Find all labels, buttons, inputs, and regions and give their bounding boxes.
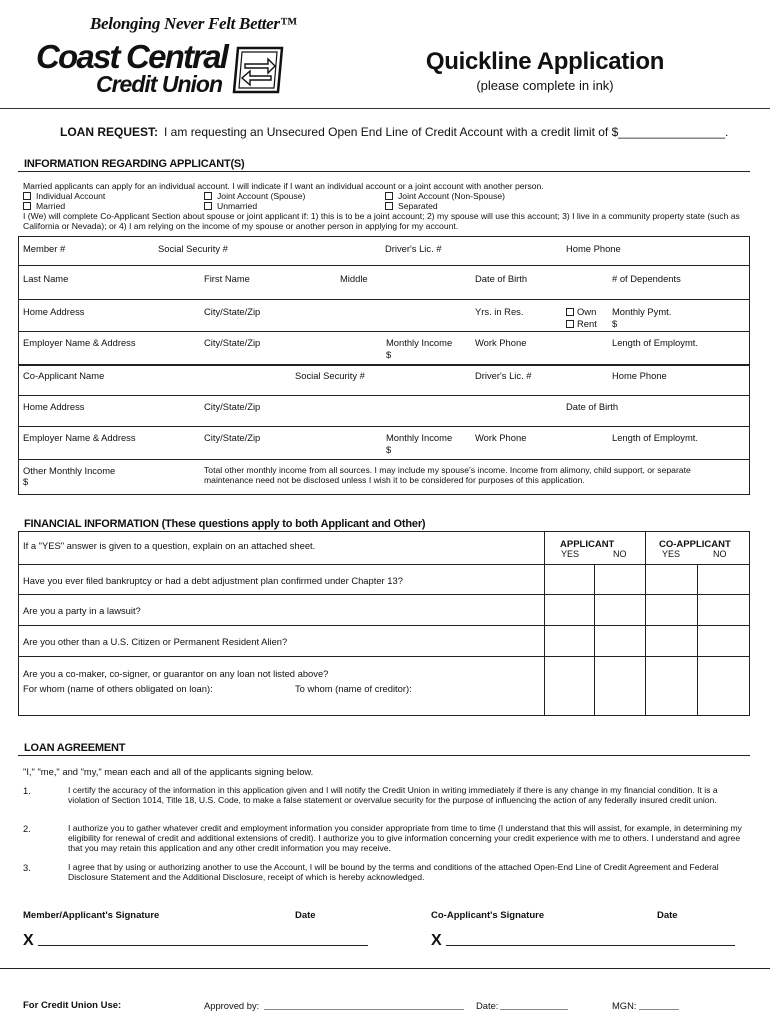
- intro-text: Married applicants can apply for an individual account. I will indicate if I want an individual account or a joint account with another person.: [23, 181, 544, 191]
- row-rule: [18, 625, 750, 626]
- first-name-field[interactable]: First Name: [204, 273, 250, 284]
- member-number-field[interactable]: Member #: [23, 243, 66, 254]
- home-address-field[interactable]: Home Address: [23, 306, 85, 317]
- question-bankruptcy: Have you ever filed bankruptcy or had a debt adjustment plan confirmed under Chapter 13?: [23, 575, 403, 586]
- coapp-column-header: CO-APPLICANT: [659, 539, 731, 550]
- dob-field[interactable]: Date of Birth: [475, 273, 528, 284]
- col-rule: [645, 531, 646, 716]
- loan-request-label: LOAN REQUEST:: [60, 125, 159, 139]
- dollar-sign: $: [386, 444, 392, 455]
- checkbox[interactable]: [566, 320, 574, 328]
- employer-field[interactable]: Employer Name & Address: [23, 337, 136, 348]
- col-rule: [544, 531, 545, 716]
- coapp-signature-line[interactable]: [446, 945, 735, 946]
- drivers-lic-field[interactable]: Driver's Lic. #: [385, 243, 442, 254]
- clause-number: 2.: [23, 823, 31, 834]
- coapp-employer-city-field[interactable]: City/State/Zip: [204, 432, 261, 443]
- coapp-yes-header: YES: [662, 549, 681, 559]
- coapp-signature-label: Co-Applicant's Signature: [431, 910, 545, 921]
- row-rule: [18, 331, 750, 332]
- clause-number: 1.: [23, 785, 31, 796]
- clause-number: 3.: [23, 862, 31, 873]
- opt-separated[interactable]: Separated: [385, 201, 438, 211]
- row-rule: [18, 459, 750, 460]
- work-phone-field[interactable]: Work Phone: [475, 337, 527, 348]
- opt-married[interactable]: Married: [23, 201, 65, 211]
- row-rule: [18, 594, 750, 595]
- explain-note: If a "YES" answer is given to a question, explain on an attached sheet.: [23, 540, 316, 551]
- logo-subname: Credit Union: [96, 71, 222, 97]
- opt-unmarried[interactable]: Unmarried: [204, 201, 257, 211]
- member-signature-line[interactable]: [38, 945, 368, 946]
- opt-individual[interactable]: Individual Account: [23, 191, 105, 201]
- checkbox[interactable]: [385, 192, 393, 200]
- slogan: Belonging Never Felt Better™: [90, 14, 297, 33]
- cu-use-label: For Credit Union Use:: [23, 1000, 122, 1011]
- clause-2: I authorize you to gather whatever credit and employment information you consider appropriate from time to time (I understand that this will assist, for example, in determining my eligibility for renewal of credit and additional extensions of credit). I authorize you to give information concerning your credit experience with me to others. I understand and agree that you may retain this application and any other credit information you may receive.: [68, 823, 742, 853]
- exchange-arrows-icon: [230, 44, 286, 96]
- coapp-work-phone-field[interactable]: Work Phone: [475, 432, 527, 443]
- coapp-ssn-field[interactable]: Social Security #: [295, 370, 365, 381]
- applicant-no-header: NO: [613, 549, 627, 559]
- clause-1: I certify the accuracy of the information in this application given and I will notify the Credit Union in writing immediately if there is any change in my financial condition. It is a violation of Section 1014, Title 18, U.S. Code, to make a false statement or overvalue security for the purpose of influencing the action of any federally insured credit union.: [68, 785, 718, 805]
- applicant-column-header: APPLICANT: [560, 539, 615, 550]
- length-employment-field[interactable]: Length of Employmt.: [612, 337, 698, 348]
- coapp-length-employment-field[interactable]: Length of Employmt.: [612, 432, 698, 443]
- checkbox[interactable]: [23, 202, 31, 210]
- approved-by-label: Approved by:: [204, 1000, 260, 1011]
- footer-date-line[interactable]: [500, 1009, 568, 1010]
- member-signature-mark: X: [23, 932, 34, 949]
- cosigner-for-whom-field[interactable]: For whom (name of others obligated on loan):: [23, 683, 213, 694]
- header-rule: [0, 108, 770, 109]
- mgn-label: MGN:: [612, 1000, 637, 1011]
- coapp-monthly-income-field[interactable]: Monthly Income: [386, 432, 453, 443]
- coapp-employer-field[interactable]: Employer Name & Address: [23, 432, 136, 443]
- coapp-name-field[interactable]: Co-Applicant Name: [23, 370, 105, 381]
- checkbox[interactable]: [204, 202, 212, 210]
- last-name-field[interactable]: Last Name: [23, 273, 69, 284]
- applicant-section-title: INFORMATION REGARDING APPLICANT(S): [24, 158, 245, 170]
- other-income-field[interactable]: Other Monthly Income: [23, 465, 116, 476]
- clause-3: I agree that by using or authorizing another to use the Account, I will be bound by the terms and conditions of the attached Open-End Line of Credit Agreement and Federal Disclosure Statement and the Additional Disclosure, receipt of which is hereby acknowledged.: [68, 862, 719, 882]
- coapp-city-field[interactable]: City/State/Zip: [204, 401, 261, 412]
- question-citizen: Are you other than a U.S. Citizen or Permanent Resident Alien?: [23, 636, 288, 647]
- row-rule: [18, 265, 750, 266]
- row-rule: [18, 564, 750, 565]
- city-state-zip-field[interactable]: City/State/Zip: [204, 306, 261, 317]
- member-date-label: Date: [295, 910, 316, 921]
- agreement-intro: "I," "me," and "my," mean each and all of the applicants signing below.: [23, 766, 314, 777]
- logo-name: Coast Central: [36, 38, 228, 75]
- opt-joint-spouse[interactable]: Joint Account (Spouse): [204, 191, 305, 201]
- coapp-home-phone-field[interactable]: Home Phone: [612, 370, 667, 381]
- years-residence-field[interactable]: Yrs. in Res.: [475, 306, 524, 317]
- loan-request[interactable]: [60, 125, 728, 139]
- form-subtitle: (please complete in ink): [476, 78, 614, 93]
- row-rule: [18, 364, 750, 366]
- other-income-note: Total other monthly income from all sources. I may include my spouse's income. Income from alimony, child support, or separate maintenance need not be disclosed unless I wish it to be considered for purposes of this application.: [204, 465, 691, 485]
- approved-by-line[interactable]: [264, 1009, 464, 1010]
- row-rule: [18, 395, 750, 396]
- question-lawsuit: Are you a party in a lawsuit?: [23, 605, 141, 616]
- checkbox[interactable]: [385, 202, 393, 210]
- opt-joint-nonspouse[interactable]: Joint Account (Non-Spouse): [385, 191, 505, 201]
- loan-request-text: I am requesting an Unsecured Open End Line of Credit Account with a credit limit of $________________.: [164, 125, 729, 139]
- dollar-sign: $: [612, 318, 618, 329]
- col-rule: [697, 564, 698, 716]
- monthly-payment-field[interactable]: Monthly Pymt.: [612, 306, 672, 317]
- dollar-sign: $: [386, 349, 392, 360]
- rent-option[interactable]: Rent: [566, 318, 597, 329]
- row-rule: [18, 656, 750, 657]
- coapp-dob-field[interactable]: Date of Birth: [566, 401, 619, 412]
- checkbox[interactable]: [204, 192, 212, 200]
- section-rule: [18, 171, 750, 172]
- member-signature-label: Member/Applicant's Signature: [23, 910, 160, 921]
- checkbox[interactable]: [566, 308, 574, 316]
- footer-rule: [0, 968, 770, 969]
- financial-section-title: FINANCIAL INFORMATION (These questions apply to both Applicant and Other): [24, 518, 426, 530]
- row-rule: [18, 299, 750, 300]
- middle-name-field[interactable]: Middle: [340, 273, 368, 284]
- col-rule: [594, 564, 595, 716]
- mgn-line[interactable]: [639, 1009, 679, 1010]
- form-title: Quickline Application: [425, 48, 665, 75]
- dependents-field[interactable]: # of Dependents: [612, 273, 681, 284]
- applicant-yes-header: YES: [561, 549, 580, 559]
- cosigner-to-whom-field[interactable]: To whom (name of creditor):: [295, 683, 412, 694]
- section-rule: [18, 755, 750, 756]
- ssn-field[interactable]: Social Security #: [158, 243, 228, 254]
- checkbox[interactable]: [23, 192, 31, 200]
- coapp-address-field[interactable]: Home Address: [23, 401, 85, 412]
- own-option[interactable]: Own: [566, 306, 596, 317]
- employer-city-field[interactable]: City/State/Zip: [204, 337, 261, 348]
- dollar-sign: $: [23, 476, 29, 487]
- coapp-drivers-lic-field[interactable]: Driver's Lic. #: [475, 370, 532, 381]
- monthly-income-field[interactable]: Monthly Income: [386, 337, 453, 348]
- applicant-intro: [23, 181, 743, 231]
- footer-date-label: Date:: [476, 1000, 499, 1011]
- coapp-note: I (We) will complete Co-Applicant Section about spouse or joint applicant if: 1) this is to be a joint account; 2) my spouse will use this account; 3) I live in a community property state (such as California or Nevada); or 4) I am relying on the income of my spouse or another person in applying for my account.: [23, 211, 740, 231]
- coapp-date-label: Date: [657, 910, 678, 921]
- agreement-title: LOAN AGREEMENT: [24, 742, 126, 754]
- coapp-signature-mark: X: [431, 932, 442, 949]
- row-rule: [18, 426, 750, 427]
- question-cosigner: Are you a co-maker, co-signer, or guarantor on any loan not listed above?: [23, 668, 329, 679]
- home-phone-field[interactable]: Home Phone: [566, 243, 621, 254]
- coapp-no-header: NO: [713, 549, 727, 559]
